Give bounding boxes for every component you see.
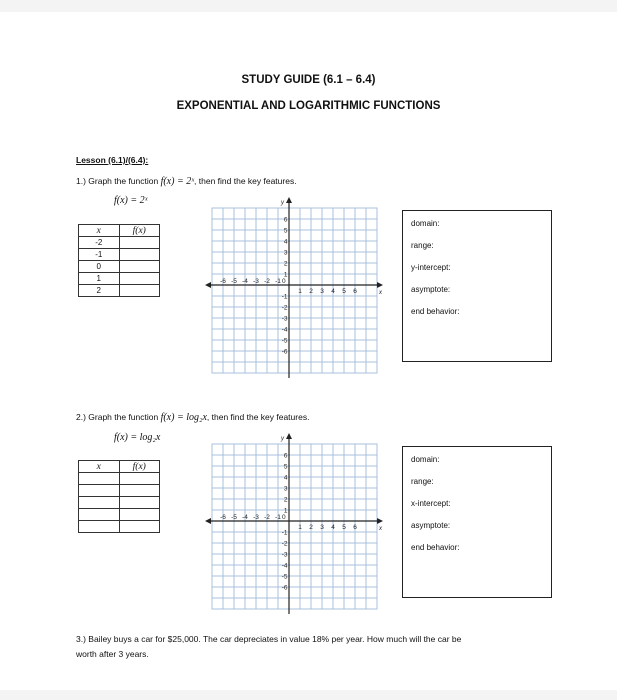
page-top-edge xyxy=(0,0,617,12)
problem-2-x-tick-label: 4 xyxy=(331,524,335,531)
problem-1-y-tick-label: 6 xyxy=(283,216,288,224)
page-bottom-edge xyxy=(0,690,617,700)
problem-2-y-tick-label: 5 xyxy=(283,463,288,471)
problem-2-feature-label: x-intercept: xyxy=(411,499,451,508)
problem-2-y-axis-label: y xyxy=(281,436,284,442)
problem-2-x-tick-label: -1 xyxy=(275,514,281,521)
table-row xyxy=(79,237,160,249)
problem-2-feature-label: domain: xyxy=(411,455,440,464)
problem-1-y-tick-label: 1 xyxy=(283,271,288,279)
problem-1-x-tick-label: 4 xyxy=(331,288,335,295)
arrow-up-icon xyxy=(286,433,292,439)
problem-1-x-tick-label: -5 xyxy=(231,278,237,285)
problem-2-fx-cell[interactable] xyxy=(119,521,160,533)
problem-1-x-tick-label: 1 xyxy=(298,288,302,295)
problem-3-line-1: 3.) Bailey buys a car for $25,000. The car depreciates in value 18% per year. How much will the car be xyxy=(76,634,462,644)
lesson-heading: Lesson (6.1)/(6.4): xyxy=(76,155,149,165)
problem-1-fx-cell[interactable] xyxy=(119,261,160,273)
problem-2-x-tick-label: 6 xyxy=(353,524,357,531)
problem-2-x-cell[interactable] xyxy=(79,521,120,533)
problem-2-y-tick-label: 6 xyxy=(283,452,288,460)
problem-1-y-tick-label: 3 xyxy=(283,249,288,257)
problem-1-x-tick-label: -6 xyxy=(220,278,226,285)
problem-2-function-label: f(x) = log₂x xyxy=(114,432,161,443)
problem-1-y-tick-label: 2 xyxy=(283,260,288,268)
table-row xyxy=(79,285,160,297)
problem-2-y-tick-label: -3 xyxy=(281,551,288,559)
problem-1-function-label: f(x) = 2ˣ xyxy=(114,195,148,206)
problem-2-prefix: 2.) Graph the function xyxy=(76,412,161,422)
problem-2-fx-cell[interactable] xyxy=(119,473,160,485)
problem-2-value-table xyxy=(78,460,160,533)
problem-2-y-tick-label: 1 xyxy=(283,507,288,515)
problem-2-y-tick-label: -4 xyxy=(281,562,288,570)
problem-1-x-tick-label: -1 xyxy=(275,278,281,285)
problem-1-fx-cell[interactable] xyxy=(119,273,160,285)
problem-1-fx-cell[interactable] xyxy=(119,237,160,249)
problem-1-inline-function: f(x) = 2ˣ xyxy=(160,176,195,187)
problem-1-y-tick-label: 5 xyxy=(283,227,288,235)
problem-2-x-cell[interactable] xyxy=(79,497,120,509)
page-subtitle: EXPONENTIAL AND LOGARITHMIC FUNCTIONS xyxy=(176,100,441,112)
table-row xyxy=(79,249,160,261)
problem-2-y-tick-label: -5 xyxy=(281,573,288,581)
problem-1-y-tick-label: -2 xyxy=(281,304,288,312)
problem-2-x-tick-label: -4 xyxy=(242,514,248,521)
problem-2-x-cell[interactable] xyxy=(79,473,120,485)
problem-1-y-tick-label: -3 xyxy=(281,315,288,323)
problem-1-feature-label: asymptote: xyxy=(411,285,451,294)
problem-1-y-tick-label: -4 xyxy=(281,326,288,334)
problem-2-x-tick-label: -3 xyxy=(253,514,259,521)
table-row xyxy=(79,509,160,521)
problem-2-y-tick-label: 4 xyxy=(283,474,288,482)
problem-1-y-tick-label: -1 xyxy=(281,293,288,301)
problem-1-x-tick-label: -3 xyxy=(253,278,259,285)
problem-1-feature-label: y-intercept: xyxy=(411,263,451,272)
problem-2-prompt xyxy=(76,412,309,423)
problem-2-coordinate-grid[interactable] xyxy=(204,432,388,614)
problem-1-value-table xyxy=(78,224,160,297)
problem-1-x-tick-label: 5 xyxy=(342,288,346,295)
arrow-up-icon xyxy=(286,197,292,203)
problem-1-header-fx: f(x) xyxy=(119,225,160,237)
problem-2-x-tick-label: -5 xyxy=(231,514,237,521)
problem-2-fx-cell[interactable] xyxy=(119,485,160,497)
problem-1-feature-label: domain: xyxy=(411,219,440,228)
problem-2-origin-label: 0 xyxy=(282,514,286,521)
problem-1-x-cell[interactable]: -1 xyxy=(79,249,120,261)
problem-2-y-tick-label: -2 xyxy=(281,540,288,548)
problem-2-inline-function: f(x) = log₂x xyxy=(160,412,207,423)
problem-1-x-cell[interactable]: -2 xyxy=(79,237,120,249)
problem-1-x-cell[interactable]: 1 xyxy=(79,273,120,285)
problem-1-header-x: x xyxy=(79,225,120,237)
problem-1-x-tick-label: 2 xyxy=(309,288,313,295)
problem-2-x-cell[interactable] xyxy=(79,485,120,497)
problem-3-line-2: worth after 3 years. xyxy=(76,649,149,659)
problem-1-x-cell[interactable]: 2 xyxy=(79,285,120,297)
problem-1-origin-label: 0 xyxy=(282,278,286,285)
arrow-right-icon xyxy=(377,518,383,524)
problem-2-feature-label: end behavior: xyxy=(411,543,460,552)
problem-1-prompt xyxy=(76,176,297,187)
arrow-left-icon xyxy=(205,518,211,524)
problem-2-suffix: , then find the key features. xyxy=(206,412,310,422)
problem-1-prefix: 1.) Graph the function xyxy=(76,176,161,186)
problem-1-key-features-box[interactable] xyxy=(402,210,552,362)
problem-1-x-tick-label: 6 xyxy=(353,288,357,295)
problem-2-x-tick-label: -6 xyxy=(220,514,226,521)
table-row xyxy=(79,485,160,497)
problem-2-y-tick-label: -6 xyxy=(281,584,288,592)
problem-1-x-tick-label: -2 xyxy=(264,278,270,285)
problem-2-y-tick-label: 2 xyxy=(283,496,288,504)
problem-2-fx-cell[interactable] xyxy=(119,497,160,509)
problem-1-feature-label: range: xyxy=(411,241,434,250)
problem-2-x-tick-label: 5 xyxy=(342,524,346,531)
problem-1-y-tick-label: -5 xyxy=(281,337,288,345)
table-row xyxy=(79,473,160,485)
table-row xyxy=(79,497,160,509)
problem-1-x-axis-label: x xyxy=(379,290,382,296)
problem-2-key-features-box[interactable] xyxy=(402,446,552,598)
problem-2-x-cell[interactable] xyxy=(79,509,120,521)
problem-2-x-tick-label: 2 xyxy=(309,524,313,531)
problem-2-header-fx: f(x) xyxy=(119,461,160,473)
problem-2-x-tick-label: -2 xyxy=(264,514,270,521)
problem-2-feature-label: range: xyxy=(411,477,434,486)
problem-1-suffix: , then find the key features. xyxy=(194,176,297,186)
arrow-left-icon xyxy=(205,282,211,288)
problem-2-x-axis-label: x xyxy=(379,526,382,532)
arrow-right-icon xyxy=(377,282,383,288)
problem-1-fx-cell[interactable] xyxy=(119,285,160,297)
table-row xyxy=(79,521,160,533)
problem-1-x-tick-label: 3 xyxy=(320,288,324,295)
problem-1-y-tick-label: 4 xyxy=(283,238,288,246)
problem-1-coordinate-grid[interactable] xyxy=(204,196,388,378)
problem-1-x-cell[interactable]: 0 xyxy=(79,261,120,273)
problem-2-feature-label: asymptote: xyxy=(411,521,451,530)
problem-2-y-tick-label: 3 xyxy=(283,485,288,493)
problem-1-y-tick-label: -6 xyxy=(281,348,288,356)
table-row xyxy=(79,273,160,285)
problem-2-x-tick-label: 3 xyxy=(320,524,324,531)
problem-1-fx-cell[interactable] xyxy=(119,249,160,261)
page-title: STUDY GUIDE (6.1 – 6.4) xyxy=(241,74,376,86)
problem-2-y-tick-label: -1 xyxy=(281,529,288,537)
problem-1-feature-label: end behavior: xyxy=(411,307,460,316)
problem-1-y-axis-label: y xyxy=(281,200,284,206)
problem-2-header-x: x xyxy=(79,461,120,473)
problem-1-x-tick-label: -4 xyxy=(242,278,248,285)
table-row xyxy=(79,261,160,273)
problem-2-x-tick-label: 1 xyxy=(298,524,302,531)
problem-2-fx-cell[interactable] xyxy=(119,509,160,521)
